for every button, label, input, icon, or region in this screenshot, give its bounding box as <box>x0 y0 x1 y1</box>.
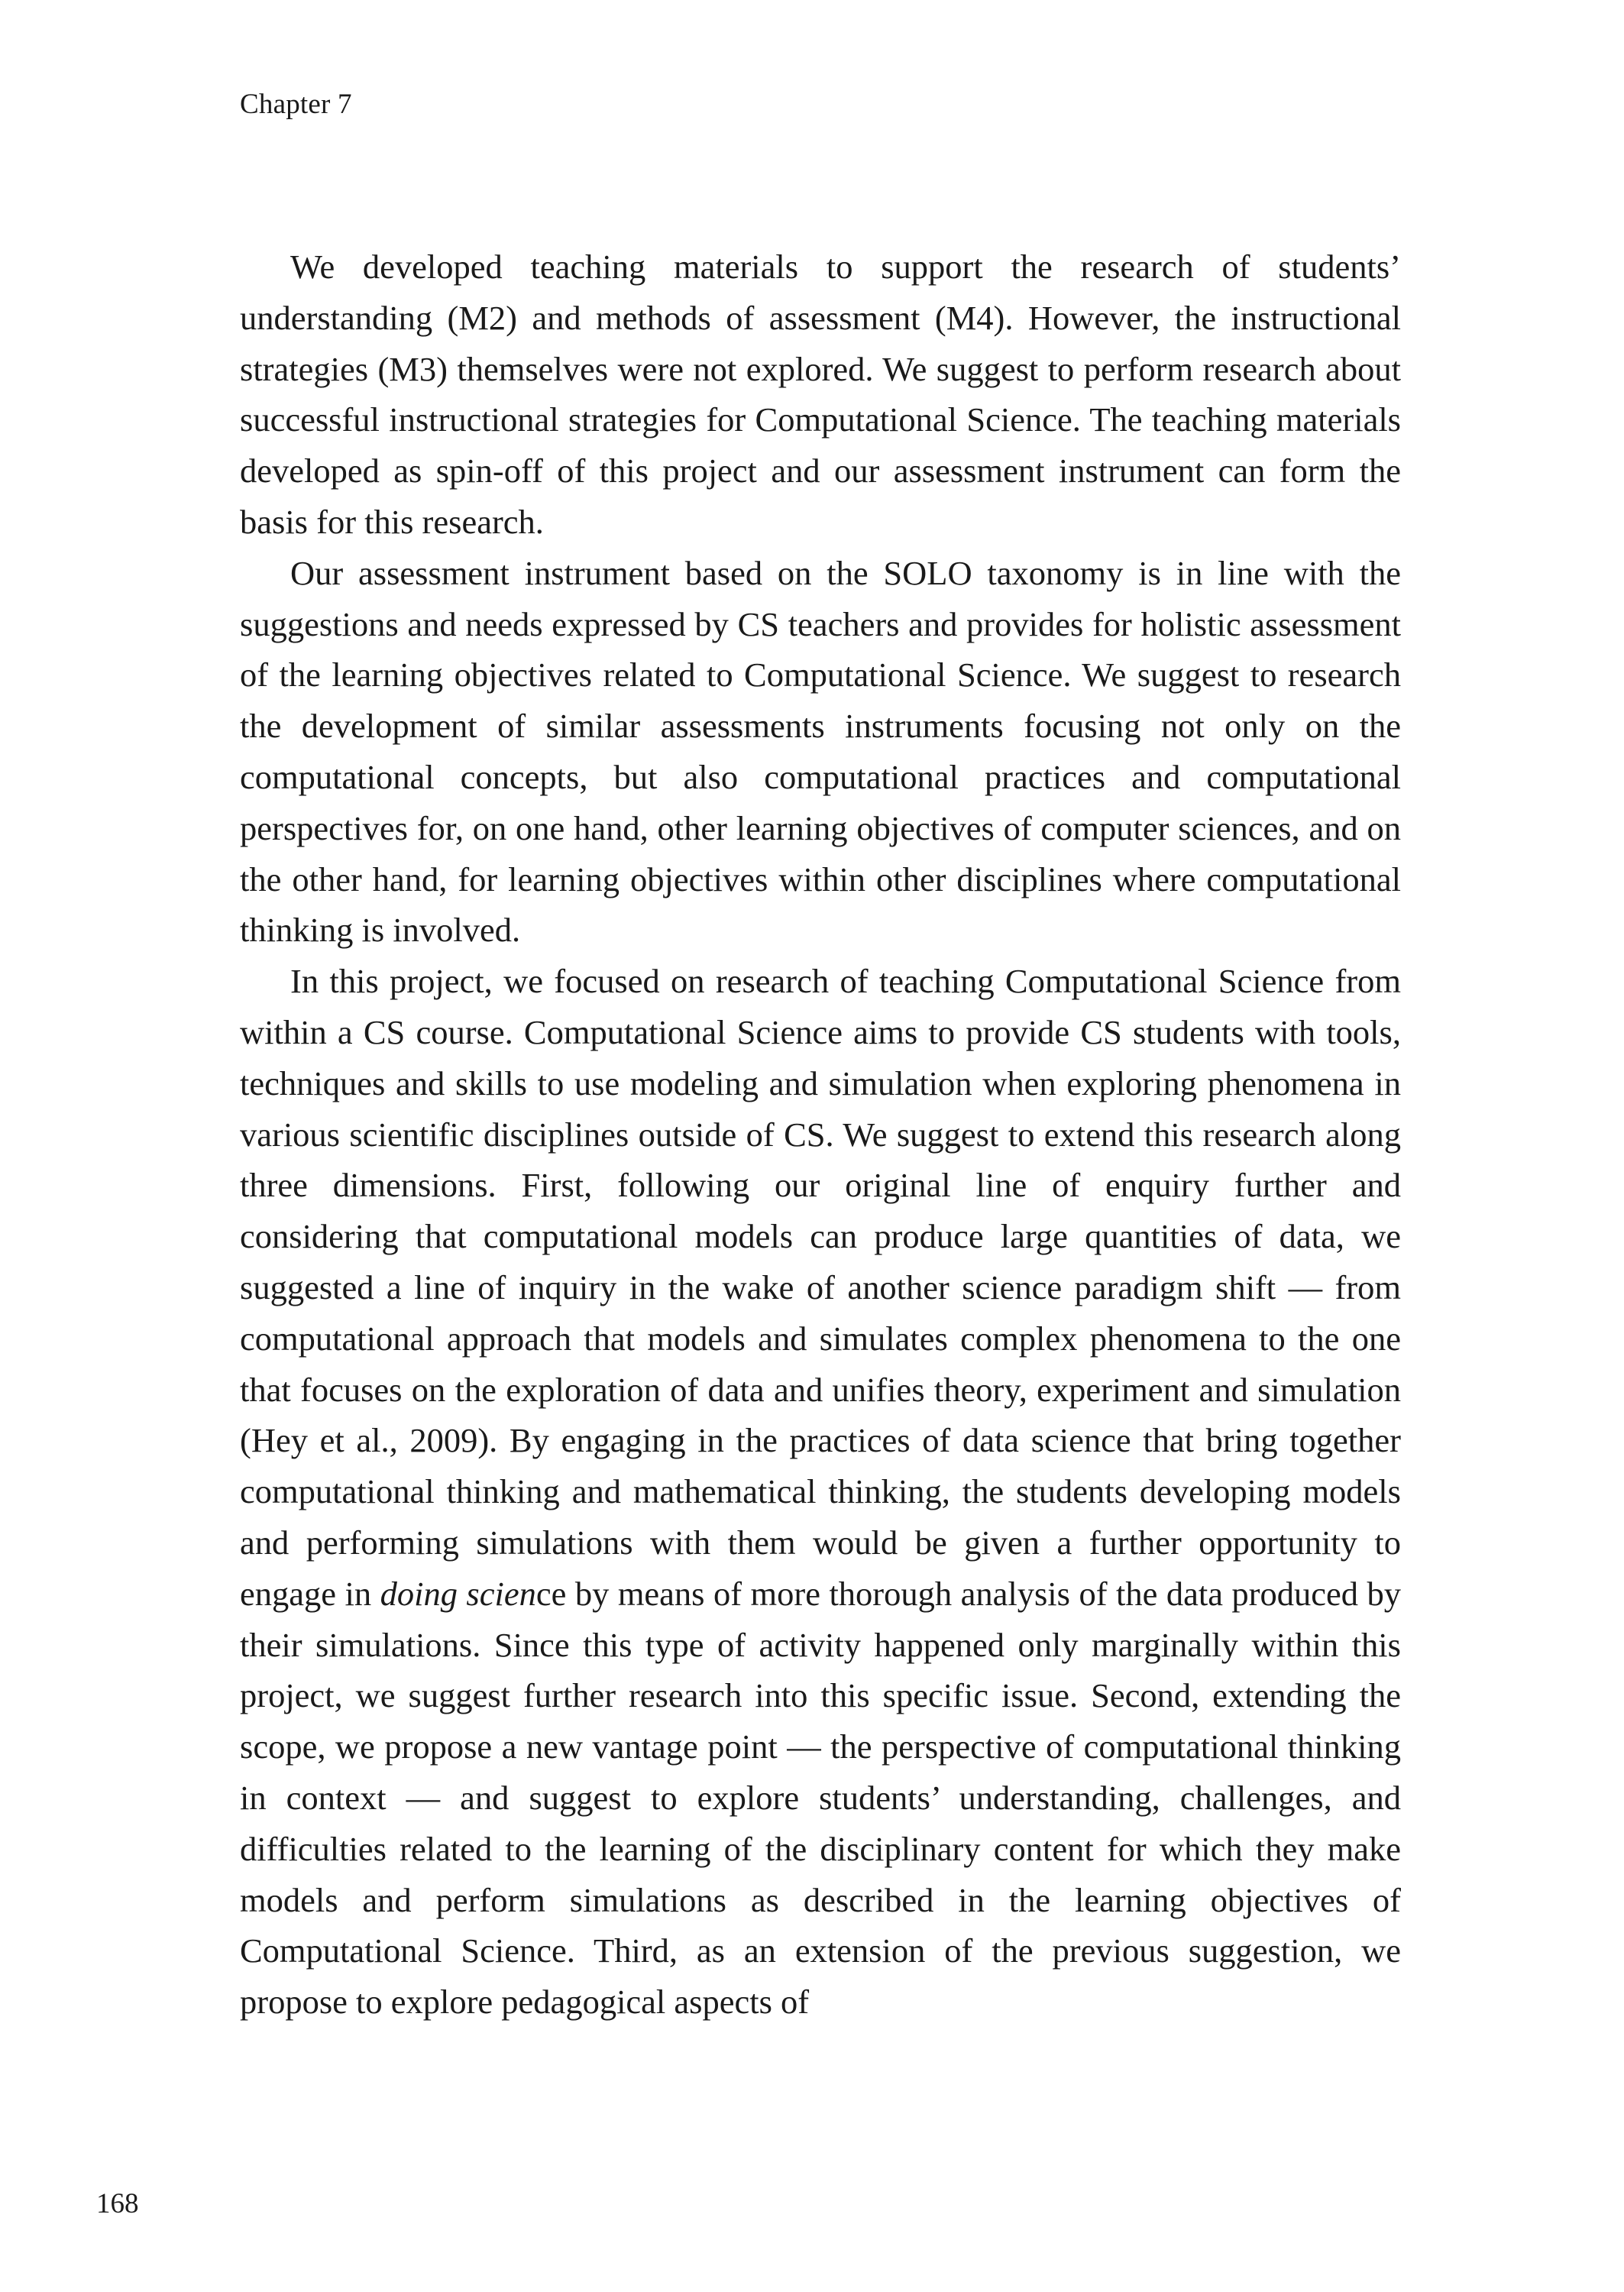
page-number: 168 <box>96 2188 139 2219</box>
paragraph-assessment-instrument: Our assessment instrument based on the SOLO taxonomy is in line with the suggestions and needs expressed by CS teachers and provides for holistic assessment of the learning objectives related to Computational Science. We suggest to research the development of similar assessments instruments focusing not only on the computational concepts, but also computational practices and computational perspectives for, on one hand, other learning objectives of computer sciences, and on the other hand, for learning objectives within other disciplines where computational thinking is involved. <box>240 553 1401 950</box>
body-text <box>240 241 1401 2028</box>
paragraph-text-part: ce by means of more thorough analysis of the data produced by their simulations. Since this type of activity happened only marginally within this project, we suggest further research into this specific issue. Second, extending the scope, we propose a new vantage point — the perspective of computational thinking in context — and suggest to explore students’ understanding, challenges, and difficulties related to the learning of the disciplinary content for which they make models and perform simulations as described in the learning objectives of Computational Science. Third, as an extension of the previous suggestion, we propose to explore pedagogical aspects of <box>240 1574 1401 2022</box>
paragraph-future-research <box>240 956 1401 2028</box>
paragraph-text-part: In this project, we focused on research of teaching Computational Science from within a CS course. Computational Science aims to provide CS students with tools, techniques and skills to use modeling and simulation when exploring phenomena in various scientific disciplines outside of CS. We suggest to extend this research along three dimensions. First, following our original line of enquiry further and considering that computational models can produce large quantities of data, we suggested a line of inquiry in the wake of another science paradigm shift — from computational approach that models and simulates complex phenomena to the one that focuses on the exploration of data and unifies theory, experiment and simulation (Hey et al., 2009). By engaging in the practices of data science that bring together computational thinking and mathematical thinking, the students developing models and performing simulations with them would be given a further opportunity to engage in <box>240 962 1401 1613</box>
paragraph-teaching-materials: We developed teaching materials to support the research of students’ understanding (M2) and methods of assessment (M4). However, the instructional strategies (M3) themselves were not explored. We suggest to perform research about successful instructional strategies for Computational Science. The teaching materials developed as spin-off of this project and our assessment instrument can form the basis for this research. <box>240 248 1401 541</box>
running-header-chapter-title: Chapter 7 <box>240 89 352 120</box>
emphasis-doing-science: doing scien <box>380 1574 536 1613</box>
